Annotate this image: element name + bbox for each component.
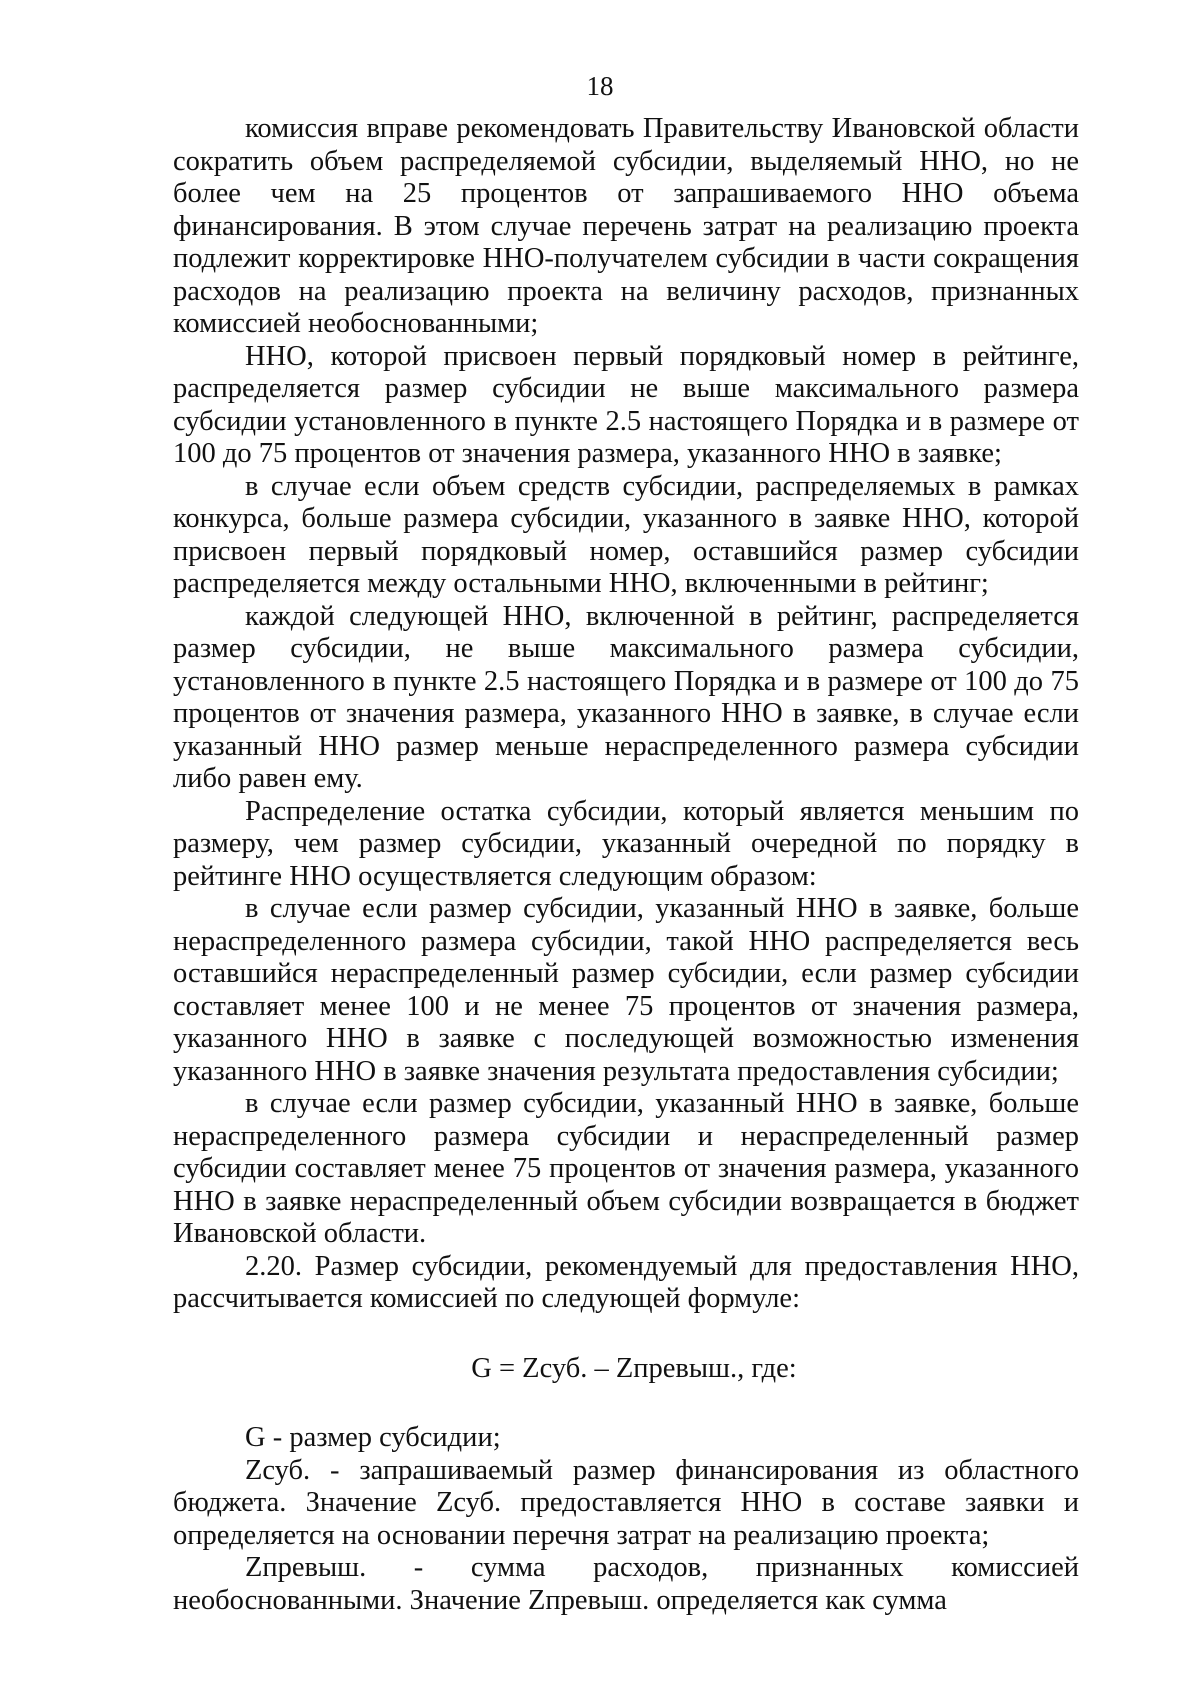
paragraph-remainder-distribution: Распределение остатка субсидии, который является меньшим по размеру, чем размер субсидии, указанный очередной по порядку в рейтинге ННО осуществляется следующим образом: [173,795,1079,892]
page-number: 18 [586,71,614,101]
definition-z-sub: Zсуб. - запрашиваемый размер финансирования из областного бюджета. Значение Zсуб. предоставляется ННО в составе заявки и определяется на основании перечня затрат на реализацию проекта; [173,1454,1079,1551]
paragraph-next-rank: каждой следующей ННО, включенной в рейтинг, распределяется размер субсидии, не выше максимального размера субсидии, установленного в пункте 2.5 настоящего Порядка и в размере от 100 до 75 процентов от значения размера, указанного ННО в заявке, в случае если указанный ННО размер меньше нераспределенного размера субсидии либо равен ему. [173,600,1079,794]
paragraph-first-rank: ННО, которой присвоен первый порядковый номер в рейтинге, распределяется размер субсидии не выше максимального размера субсидии установленного в пункте 2.5 настоящего Порядка и в размере от 100 до 75 процентов от значения размера, указанного ННО в заявке; [173,340,1079,469]
paragraph-case-not-less-75: в случае если размер субсидии, указанный ННО в заявке, больше нераспределенного размера субсидии, такой ННО распределяется весь оставшийся нераспределенный размер субсидии, если размер субсидии составляет менее 100 и не менее 75 процентов от значения размера, указанного ННО в заявке с последующей возможностью изменения указанного ННО в заявке значения результата предоставления субсидии; [173,893,1079,1087]
paragraph-remaining-funds: в случае если объем средств субсидии, распределяемых в рамках конкурса, больше размера субсидии, указанного в заявке ННО, которой присвоен первый порядковый номер, оставшийся размер субсидии распределяется между остальными ННО, включенными в рейтинг; [173,470,1079,599]
paragraph-case-less-75: в случае если размер субсидии, указанный ННО в заявке, больше нераспределенного размера субсидии и нераспределенный размер субсидии составляет менее 75 процентов от значения размера, указанного ННО в заявке нераспределенный объем субсидии возвращается в бюджет Ивановской области. [173,1088,1079,1249]
subsidy-formula: G = Zсуб. – Zпревыш., где: [471,1352,797,1384]
document-body [173,113,1079,1617]
paragraph-commission-recommendation: комиссия вправе рекомендовать Правительству Ивановской области сократить объем распределяемой субсидии, выделяемый ННО, но не более чем на 25 процентов от запрашиваемого ННО объема финансирования. В этом случае перечень затрат на реализацию проекта подлежит корректировке ННО-получателем субсидии в части сокращения расходов на реализацию проекта на величину расходов, признанных комиссией необоснованными; [173,113,1079,339]
definition-g: G - размер субсидии; [245,1422,501,1453]
definition-z-excess: Zпревыш. - сумма расходов, признанных комиссией необоснованными. Значение Zпревыш. определяется как сумма [173,1552,1079,1616]
paragraph-section-2-20: 2.20. Размер субсидии, рекомендуемый для предоставления ННО, рассчитывается комиссией по следующей формуле: [173,1250,1079,1314]
